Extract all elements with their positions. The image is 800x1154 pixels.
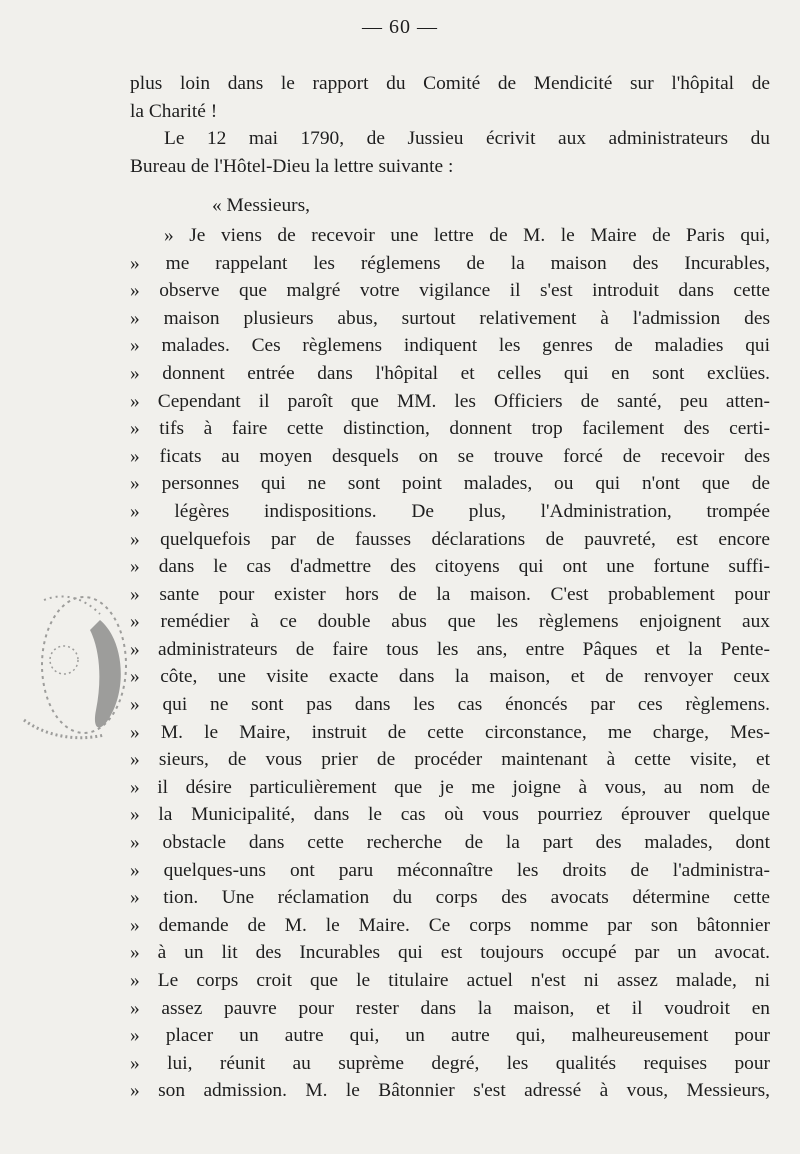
text-line: » Cependant il paroît que MM. les Officiers de santé, peu atten-: [130, 390, 770, 412]
text-line: » me rappelant les réglemens de la maison des Incurables,: [130, 252, 770, 274]
text-line: » sieurs, de vous prier de procéder maintenant à cette visite, et: [130, 749, 770, 771]
text-line: » la Municipalité, dans le cas où vous pourriez éprouver quelque: [130, 804, 770, 826]
text-line: » lui, réunit au suprème degré, les qualités requises pour: [130, 1052, 770, 1074]
text-line: » ficats au moyen desquels on se trouve forcé de recevoir des: [130, 445, 770, 467]
text-line: » malades. Ces règlemens indiquent les genres de maladies qui: [130, 335, 770, 357]
text-line: » dans le cas d'admettre des citoyens qui ont une fortune suffi-: [130, 556, 770, 578]
text-line: » placer un autre qui, un autre qui, malheureusement pour: [130, 1025, 770, 1047]
text-line: » il désire particulièrement que je me joigne à vous, au nom de: [130, 776, 770, 798]
text-line: » quelquefois par de fausses déclarations de pauvreté, est encore: [130, 528, 770, 550]
text-line: » tion. Une réclamation du corps des avocats détermine cette: [130, 887, 770, 909]
text-line: » obstacle dans cette recherche de la part des malades, dont: [130, 832, 770, 854]
text-line: Bureau de l'Hôtel-Dieu la lettre suivante :: [130, 155, 454, 177]
text-line: » administrateurs de faire tous les ans, entre Pâques et la Pente-: [130, 638, 770, 660]
text-line: » assez pauvre pour rester dans la maison, et il voudroit en: [130, 997, 770, 1019]
text-line: » Je viens de recevoir une lettre de M. le Maire de Paris qui,: [164, 224, 770, 246]
text-line: » tifs à faire cette distinction, donnent trop facilement des certi-: [130, 418, 770, 440]
text-line: » maison plusieurs abus, surtout relativement à l'admission des: [130, 307, 770, 329]
text-line: » à un lit des Incurables qui est toujours occupé par un avocat.: [130, 942, 770, 964]
library-stamp: [4, 570, 130, 750]
text-line: plus loin dans le rapport du Comité de Mendicité sur l'hôpital de: [130, 73, 770, 94]
text-line: » quelques-uns ont paru méconnaître les droits de l'administra-: [130, 859, 770, 881]
text-line: » légères indispositions. De plus, l'Administration, trompée: [130, 500, 770, 522]
letter-salutation: « Messieurs,: [212, 195, 311, 217]
text-line: » son admission. M. le Bâtonnier s'est adressé à vous, Messieurs,: [130, 1080, 770, 1102]
text-line: Le 12 mai 1790, de Jussieu écrivit aux administrateurs du: [164, 128, 770, 150]
text-line: » donnent entrée dans l'hôpital et celles qui en sont exclües.: [130, 362, 770, 384]
text-line: » observe que malgré votre vigilance il s'est introduit dans cette: [130, 280, 770, 302]
page-number: — 60 —: [362, 16, 438, 38]
text-line: » remédier à ce double abus que les règlemens enjoignent aux: [130, 611, 770, 633]
text-line: » M. le Maire, instruit de cette circonstance, me charge, Mes-: [130, 721, 770, 743]
text-line: la Charité !: [130, 100, 218, 122]
text-line: » côte, une visite exacte dans la maison, et de renvoyer ceux: [130, 666, 770, 688]
text-line: » personnes qui ne sont point malades, ou qui n'ont que de: [130, 473, 770, 495]
text-line: » sante pour exister hors de la maison. C'est probablement pour: [130, 583, 770, 605]
page-body: [130, 70, 770, 1105]
text-line: » demande de M. le Maire. Ce corps nomme par son bâtonnier: [130, 914, 770, 936]
text-line: » qui ne sont pas dans les cas énoncés par ces règlemens.: [130, 694, 770, 716]
text-line: » Le corps croit que le titulaire actuel n'est ni assez malade, ni: [130, 970, 770, 991]
